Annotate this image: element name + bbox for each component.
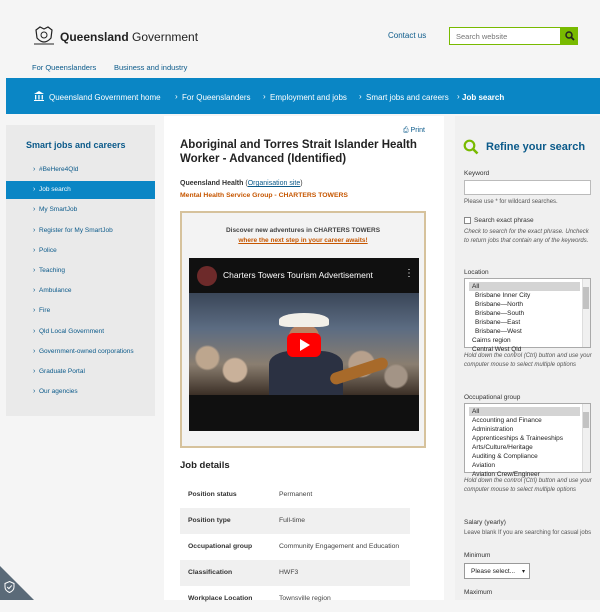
occupational-group-label: Occupational group bbox=[464, 394, 521, 401]
occupational-group-select[interactable] bbox=[464, 403, 591, 478]
breadcrumb-employment[interactable]: Employment and jobs bbox=[270, 93, 347, 102]
queensland-crest-icon[interactable] bbox=[32, 24, 56, 48]
select-option[interactable]: Aviation bbox=[472, 462, 496, 469]
chevron-right-icon: › bbox=[33, 206, 36, 214]
contact-us-link[interactable]: Contact us bbox=[388, 31, 427, 40]
chevron-right-icon: › bbox=[33, 347, 36, 355]
detail-value: HWF3 bbox=[279, 569, 299, 576]
location-label: Location bbox=[464, 269, 489, 276]
minimum-label: Minimum bbox=[464, 552, 491, 559]
promo-box bbox=[180, 211, 426, 448]
chevron-right-icon: › bbox=[33, 267, 36, 274]
occupational-group-hint: Hold down the control (Ctrl) button and use your computer mouse to select multiple options bbox=[464, 478, 592, 493]
chevron-right-icon: › bbox=[33, 246, 36, 254]
minimum-salary-value: Please select... bbox=[471, 568, 516, 575]
sidebar-item-label: Ambulance bbox=[39, 287, 72, 295]
sidebar-item[interactable] bbox=[6, 242, 155, 260]
salary-hint: Leave blank If you are searching for casual jobs bbox=[464, 530, 592, 536]
select-option[interactable]: Apprenticeships & Traineeships bbox=[472, 435, 564, 442]
chevron-right-icon: › bbox=[33, 166, 36, 173]
select-option[interactable]: Brisbane—East bbox=[475, 319, 521, 326]
location-hint: Hold down the control (Ctrl) button and use your computer mouse to select multiple options bbox=[464, 353, 592, 368]
sidebar-item-label: Qld Local Government bbox=[39, 327, 105, 335]
salary-label: Salary (yearly) bbox=[464, 519, 506, 526]
minimum-salary-select[interactable] bbox=[464, 563, 530, 579]
select-option[interactable]: Brisbane—West bbox=[475, 328, 522, 335]
promo-link[interactable]: where the next step in your career awaits! bbox=[238, 237, 368, 244]
select-option[interactable]: All bbox=[469, 282, 580, 291]
sidebar-item[interactable] bbox=[6, 363, 155, 381]
sidebar-item[interactable] bbox=[6, 262, 155, 280]
government-building-icon bbox=[34, 91, 44, 101]
site-search-input[interactable] bbox=[449, 27, 561, 45]
sidebar-item-label: Graduate Portal bbox=[39, 368, 85, 375]
sidebar-item[interactable] bbox=[6, 282, 155, 300]
chevron-right-icon: › bbox=[33, 186, 36, 194]
select-option[interactable]: Brisbane—South bbox=[475, 310, 525, 317]
exact-phrase-hint: Check to search for the exact phrase. Uncheck to return jobs that contain any of the keywords. bbox=[464, 229, 589, 244]
select-option[interactable]: Accounting and Finance bbox=[472, 417, 542, 424]
detail-row bbox=[180, 534, 410, 560]
sidebar-item[interactable] bbox=[6, 201, 155, 219]
sidebar-item[interactable] bbox=[6, 302, 155, 320]
select-option[interactable]: Brisbane—North bbox=[475, 301, 524, 308]
sidebar-item-label: Register for My SmartJob bbox=[39, 226, 113, 234]
promo-line: Discover new adventures in CHARTERS TOWERS bbox=[225, 227, 381, 234]
detail-row bbox=[180, 508, 410, 534]
sidebar-item-label: Job search bbox=[39, 186, 71, 194]
sidebar-item-label: Teaching bbox=[39, 267, 66, 274]
breadcrumb-separator: › bbox=[457, 92, 460, 101]
detail-value: Permanent bbox=[279, 491, 313, 498]
print-icon: ⎙ bbox=[403, 127, 411, 134]
detail-key: Classification bbox=[188, 569, 233, 576]
scrollbar[interactable] bbox=[582, 404, 590, 472]
chevron-right-icon: › bbox=[33, 307, 36, 315]
chevron-right-icon: › bbox=[33, 287, 36, 295]
sidebar-item[interactable] bbox=[6, 343, 155, 361]
exact-phrase-label: Search exact phrase bbox=[474, 217, 534, 224]
sidebar-item[interactable] bbox=[6, 181, 155, 199]
keyword-label: Keyword bbox=[464, 170, 490, 177]
video-title[interactable]: Charters Towers Tourism Advertisement bbox=[223, 270, 373, 280]
channel-avatar[interactable] bbox=[197, 266, 217, 286]
detail-value: Full-time bbox=[279, 517, 306, 524]
search-icon bbox=[463, 139, 479, 155]
sidebar-item-label: Fire bbox=[39, 307, 51, 315]
maximum-label: Maximum bbox=[464, 589, 493, 596]
breadcrumb-home[interactable]: Queensland Government home bbox=[49, 93, 161, 102]
organisation-name: Queensland Health bbox=[180, 180, 244, 187]
sidebar-item-label: Our agencies bbox=[39, 388, 78, 396]
search-button[interactable] bbox=[561, 27, 578, 45]
site-brand[interactable]: Queensland Government bbox=[60, 30, 199, 44]
detail-row bbox=[180, 482, 410, 508]
sidebar-item-label: Government-owned corporations bbox=[39, 347, 134, 355]
detail-key: Position status bbox=[188, 491, 237, 498]
detail-row bbox=[180, 560, 410, 586]
breadcrumb bbox=[6, 78, 600, 114]
sidebar-item-label: My SmartJob bbox=[39, 206, 78, 214]
sidebar-item[interactable] bbox=[6, 161, 155, 179]
breadcrumb-smart-jobs[interactable]: Smart jobs and careers bbox=[366, 93, 449, 102]
organisation: Queensland Health (Organisation site) bbox=[180, 180, 303, 187]
select-option[interactable]: Cairns region bbox=[472, 337, 511, 344]
chevron-down-icon: ▾ bbox=[521, 569, 525, 575]
sidebar-item[interactable] bbox=[6, 222, 155, 240]
detail-row bbox=[180, 586, 410, 612]
breadcrumb-separator: › bbox=[359, 92, 362, 101]
topnav-for-queenslanders[interactable]: For Queenslanders bbox=[32, 63, 97, 72]
print-link[interactable] bbox=[403, 127, 425, 135]
video-player[interactable] bbox=[189, 258, 419, 431]
select-option[interactable]: Arts/Culture/Heritage bbox=[472, 444, 533, 451]
play-button[interactable] bbox=[287, 333, 321, 357]
scrollbar[interactable] bbox=[582, 279, 590, 347]
select-option[interactable]: Central West Qld bbox=[472, 346, 522, 353]
print-label: Print bbox=[410, 127, 425, 134]
detail-key: Position type bbox=[188, 517, 231, 524]
select-option[interactable]: Administration bbox=[472, 426, 514, 433]
service-group: Mental Health Service Group - CHARTERS TOWERS bbox=[180, 192, 348, 199]
select-option[interactable]: All bbox=[469, 407, 580, 416]
job-details-heading: Job details bbox=[180, 460, 230, 471]
select-option[interactable]: Brisbane Inner City bbox=[475, 292, 531, 299]
chevron-right-icon: › bbox=[33, 368, 36, 375]
chevron-right-icon: › bbox=[33, 327, 36, 335]
select-option[interactable]: Aviation Crew/Engineer bbox=[472, 471, 540, 478]
organisation-site-link[interactable]: Organisation site bbox=[247, 180, 301, 187]
search-icon bbox=[565, 31, 575, 41]
keyword-input[interactable] bbox=[464, 180, 591, 195]
detail-value: Townsville region bbox=[279, 595, 331, 602]
sidebar-item[interactable] bbox=[6, 323, 155, 341]
breadcrumb-for-queenslanders[interactable]: For Queenslanders bbox=[182, 93, 251, 102]
sidebar-item-label: Police bbox=[39, 246, 57, 254]
sidebar-item[interactable] bbox=[6, 383, 155, 401]
breadcrumb-current: Job search bbox=[462, 93, 505, 102]
breadcrumb-separator: › bbox=[263, 92, 266, 101]
detail-key: Workplace Location bbox=[188, 595, 253, 602]
chevron-right-icon: › bbox=[33, 226, 36, 234]
sidebar-title[interactable]: Smart jobs and careers bbox=[26, 140, 126, 150]
breadcrumb-separator: › bbox=[175, 92, 178, 101]
detail-key: Occupational group bbox=[188, 543, 253, 550]
chevron-right-icon: › bbox=[33, 388, 36, 396]
exact-phrase-checkbox[interactable] bbox=[464, 217, 471, 224]
select-option[interactable]: Auditing & Compliance bbox=[472, 453, 538, 460]
refine-heading: Refine your search bbox=[486, 141, 586, 153]
job-title: Aboriginal and Torres Strait Islander Health Worker - Advanced (Identified) bbox=[180, 139, 417, 165]
shield-check-icon[interactable] bbox=[4, 581, 15, 593]
topnav-business-industry[interactable]: Business and industry bbox=[114, 63, 188, 72]
location-select[interactable] bbox=[464, 278, 591, 353]
sidebar-item-label: #BeHere4Qld bbox=[39, 166, 79, 173]
more-options-icon[interactable]: ⋮ bbox=[404, 268, 414, 279]
detail-value: Community Engagement and Education bbox=[279, 543, 400, 550]
keyword-hint: Please use * for wildcard searches. bbox=[464, 199, 558, 205]
